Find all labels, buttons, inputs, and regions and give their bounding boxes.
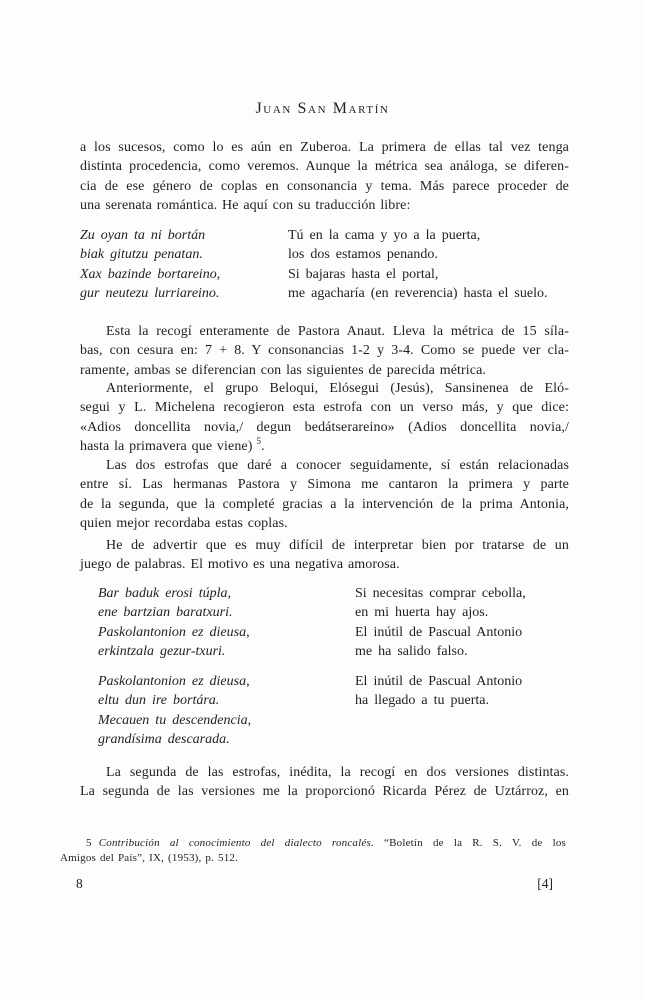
paragraph-3-last-line bbox=[80, 437, 569, 456]
paragraph-4-last-line: quien mejor recordaba estas coplas. bbox=[80, 515, 288, 531]
paragraph-5-last-line: juego de palabras. El motivo es una negativa amorosa. bbox=[80, 557, 400, 573]
text-line: El inútil de Pascual Antonio bbox=[355, 624, 523, 640]
paragraph-3 bbox=[80, 379, 569, 456]
paragraph-3-last-line-text: hasta la primavera que viene) bbox=[80, 438, 253, 454]
paragraph-4-lines bbox=[80, 456, 569, 514]
text-line: Esta la recogí enteramente de Pastora Anaut. Lleva la métrica de 15 síla- bbox=[106, 324, 569, 339]
text-line: El inútil de Pascual Antonio bbox=[355, 674, 523, 689]
paragraph-3-last-line-end: . bbox=[261, 438, 265, 454]
text-line: los dos estamos penando. bbox=[288, 247, 438, 263]
text-line: Zu oyan ta ni bortán bbox=[80, 228, 206, 243]
text-line: en mi huerta hay ajos. bbox=[355, 605, 489, 621]
text-line: Tú en la cama y yo a la puerta, bbox=[288, 228, 481, 243]
text-line: cia de ese género de coplas en consonancia y tema. Más parece proceder de bbox=[80, 178, 569, 194]
footnote-reference-5: 5 bbox=[256, 436, 262, 447]
text-line: He de advertir que es muy difícil de interpretar bien por tratarse de un bbox=[106, 538, 569, 553]
text-line: grandísima descarada. bbox=[98, 731, 230, 747]
page-number: 8 bbox=[76, 876, 83, 891]
paragraph-6 bbox=[80, 763, 569, 802]
paragraph-3-lines bbox=[80, 379, 569, 437]
paragraph-5-lines bbox=[80, 536, 569, 555]
footnote-number: 5 bbox=[86, 837, 92, 849]
text-line: de la segunda, que la completé gracias a la intervención de la prima Antonia, bbox=[80, 496, 569, 512]
issue-pagination-number: [4] bbox=[537, 876, 553, 891]
text-line: a los sucesos, como lo es aún en Zuberoa. La primera de ellas tal vez tenga bbox=[80, 140, 569, 155]
verse-2-original bbox=[98, 584, 250, 661]
text-line: bas, con cesura en: 7 + 8. Y consonancias 1-2 y 3-4. Como se puede ver cla- bbox=[80, 343, 569, 359]
verse-3-original bbox=[98, 672, 251, 749]
footnote-title-italic: Contribución al conocimiento del dialecto roncalés. bbox=[98, 837, 374, 849]
text-line: Las dos estrofas que daré a conocer seguidamente, sí están relacionadas bbox=[106, 458, 569, 473]
verse-2-translation bbox=[355, 584, 526, 661]
verse-3-translation bbox=[355, 672, 522, 711]
text-line: erkintzala gezur-txuri. bbox=[98, 643, 226, 659]
paragraph-1-last-line: una serenata romántica. He aquí con su traducción libre: bbox=[80, 197, 411, 213]
verse-1-original bbox=[80, 226, 220, 303]
text-line: «Adios doncellita novia,/ degun bedátserareino» (Adios doncellita novia,/ bbox=[80, 419, 569, 435]
text-line: me ha salido falso. bbox=[355, 643, 468, 659]
paragraph-4 bbox=[80, 456, 569, 533]
verse-1-translation bbox=[288, 226, 547, 303]
text-line: ha llegado a tu puerta. bbox=[355, 693, 490, 709]
text-line: Si necesitas comprar cebolla, bbox=[355, 586, 526, 601]
paragraph-1-lines bbox=[80, 138, 569, 196]
text-line: distinta procedencia, como veremos. Aunque la métrica sea análoga, se diferen- bbox=[80, 159, 569, 175]
text-line: gur neutezu lurriareino. bbox=[80, 285, 220, 301]
footnote-line-2: Amigos del País”, IX, (1953), p. 512. bbox=[60, 851, 239, 864]
paragraph-2-lines bbox=[80, 322, 569, 361]
paragraph-2-last-line: ramente, ambas se diferencian con las siguientes de parecida métrica. bbox=[80, 362, 487, 378]
paragraph-2 bbox=[80, 322, 569, 380]
text-line: ene bartzian baratxuri. bbox=[98, 605, 233, 621]
text-line: Si bajaras hasta el portal, bbox=[288, 266, 439, 282]
text-line: Bar baduk erosi túpla, bbox=[98, 586, 231, 601]
text-line: Anteriormente, el grupo Beloqui, Elósegui (Jesús), Sansinenea de Eló- bbox=[106, 381, 569, 396]
text-line: Xax bazinde bortareino, bbox=[80, 266, 221, 282]
footnote-line-1 bbox=[60, 836, 566, 851]
footnote bbox=[60, 836, 566, 865]
footnote-reference-rest: “Boletín de la R. S. V. de los bbox=[384, 837, 567, 849]
text-line: biak gitutzu penatan. bbox=[80, 247, 203, 263]
page-header-author: Juan San Martín bbox=[255, 100, 390, 117]
text-line: me agacharía (en reverencia) hasta el suelo. bbox=[288, 285, 548, 301]
text-line: Mecauen tu descendencia, bbox=[98, 712, 252, 728]
text-line: La segunda de las versiones me la proporcionó Ricarda Pérez de Uztárroz, en bbox=[80, 784, 569, 800]
text-line: Paskolantonion ez dieusa, bbox=[98, 624, 250, 640]
text-line: Paskolantonion ez dieusa, bbox=[98, 674, 250, 689]
text-line: entre sí. Las hermanas Pastora y Simona me cantaron la primera y parte bbox=[80, 477, 569, 493]
paragraph-6-lines bbox=[80, 763, 569, 802]
text-line: La segunda de las estrofas, inédita, la recogí en dos versiones distintas. bbox=[106, 765, 569, 780]
paragraph-5 bbox=[80, 536, 569, 575]
paragraph-1 bbox=[80, 138, 569, 215]
text-line: segui y L. Michelena recogieron esta estrofa con un verso más, y que dice: bbox=[80, 400, 569, 416]
text-line: eltu dun ire bortára. bbox=[98, 693, 220, 709]
